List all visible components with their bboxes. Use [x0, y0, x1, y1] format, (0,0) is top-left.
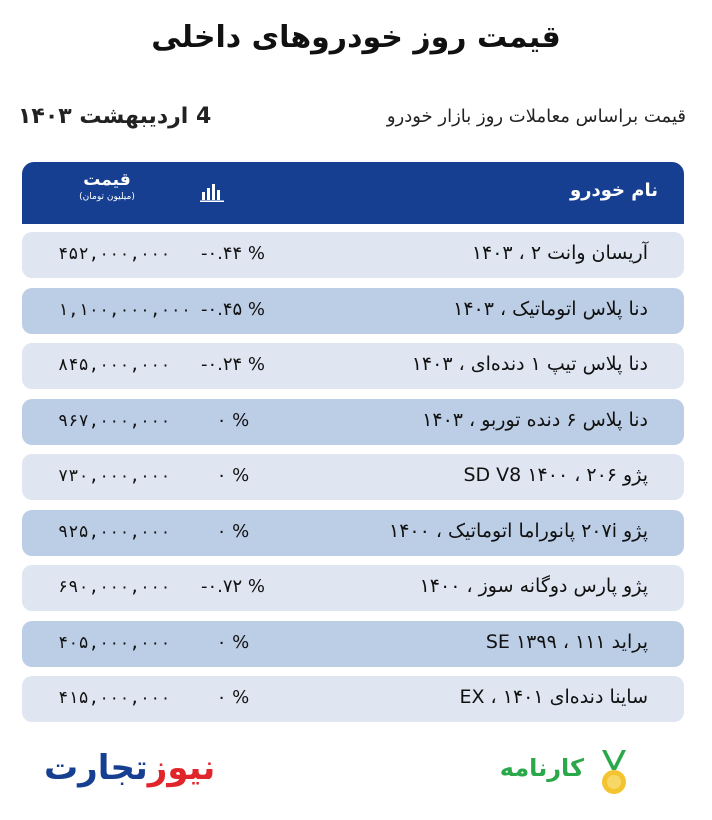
car-price: ۹۶۷,۰۰۰,۰۰۰ [58, 410, 171, 431]
car-price: ۱,۱۰۰,۰۰۰,۰۰۰ [58, 299, 192, 320]
car-name: پژو پارس دوگانه سوز ، ۱۴۰۰ [419, 575, 648, 597]
logo-left-part1: تجارت [44, 748, 148, 788]
column-header-price-unit: (میلیون تومان) [79, 192, 135, 202]
subtitle: قیمت براساس معاملات روز بازار خودرو [386, 106, 686, 127]
tejarat-news-logo [44, 748, 215, 788]
price-table [22, 162, 684, 732]
table-header [22, 162, 684, 224]
car-name: دنا پلاس اتوماتیک ، ۱۴۰۳ [453, 297, 648, 320]
car-price: ۹۲۵,۰۰۰,۰۰۰ [58, 521, 171, 542]
table-row [22, 288, 684, 334]
table-row [22, 621, 684, 667]
page-title: قیمت روز خودروهای داخلی [151, 20, 561, 55]
price-change: ۰ % [216, 520, 250, 542]
car-price: ۷۳۰,۰۰۰,۰۰۰ [58, 466, 171, 486]
car-price: ۴۱۵,۰۰۰,۰۰۰ [58, 688, 171, 708]
car-price: ۴۵۲,۰۰۰,۰۰۰ [58, 244, 171, 264]
price-change: ۰ % [216, 409, 250, 431]
table-row [22, 676, 684, 722]
logo-left-part2: نیوز [147, 748, 216, 788]
car-price: ۸۴۵,۰۰۰,۰۰۰ [58, 355, 171, 375]
price-change: -۰.۷۲ % [200, 576, 266, 597]
medal-icon [594, 748, 634, 798]
car-name: پراید ۱۱۱ ، ۱۳۹۹ SE [485, 630, 648, 653]
car-price: ۴۰۵,۰۰۰,۰۰۰ [58, 632, 171, 653]
table-row [22, 565, 684, 611]
price-change: ۰ % [216, 631, 250, 653]
car-name: دنا پلاس تیپ ۱ دنده‌ای ، ۱۴۰۳ [411, 353, 648, 375]
price-change: -۰.۲۴ % [200, 354, 266, 375]
table-row [22, 343, 684, 389]
table-row [22, 232, 684, 278]
car-name: پژو ۲۰۶ ، ۱۴۰۰ SD V8 [463, 464, 648, 486]
table-row [22, 454, 684, 500]
table-body [22, 232, 684, 722]
price-change: ۰ % [216, 687, 250, 708]
car-name: دنا پلاس ۶ دنده توربو ، ۱۴۰۳ [422, 408, 648, 431]
column-header-price-label: قیمت [83, 170, 131, 190]
table-row [22, 399, 684, 445]
column-header-price [62, 170, 152, 202]
date-label: 4 اردیبهشت ۱۴۰۳ [18, 104, 212, 129]
karnameh-logo: کارنامه [499, 754, 584, 782]
car-price: ۶۹۰,۰۰۰,۰۰۰ [58, 577, 171, 597]
price-change: ۰ % [216, 465, 250, 486]
car-name: ساینا دنده‌ای ۱۴۰۱ ، EX [459, 686, 648, 708]
car-name: آریسان وانت ۲ ، ۱۴۰۳ [471, 242, 648, 264]
bar-chart-icon [200, 182, 226, 202]
car-name: پژو ۲۰۷i پانوراما اتوماتیک ، ۱۴۰۰ [388, 519, 648, 542]
price-change: -۰.۴۵ % [200, 298, 266, 320]
table-row [22, 510, 684, 556]
price-change: -۰.۴۴ % [200, 243, 266, 264]
column-header-name: نام خودرو [569, 180, 658, 201]
